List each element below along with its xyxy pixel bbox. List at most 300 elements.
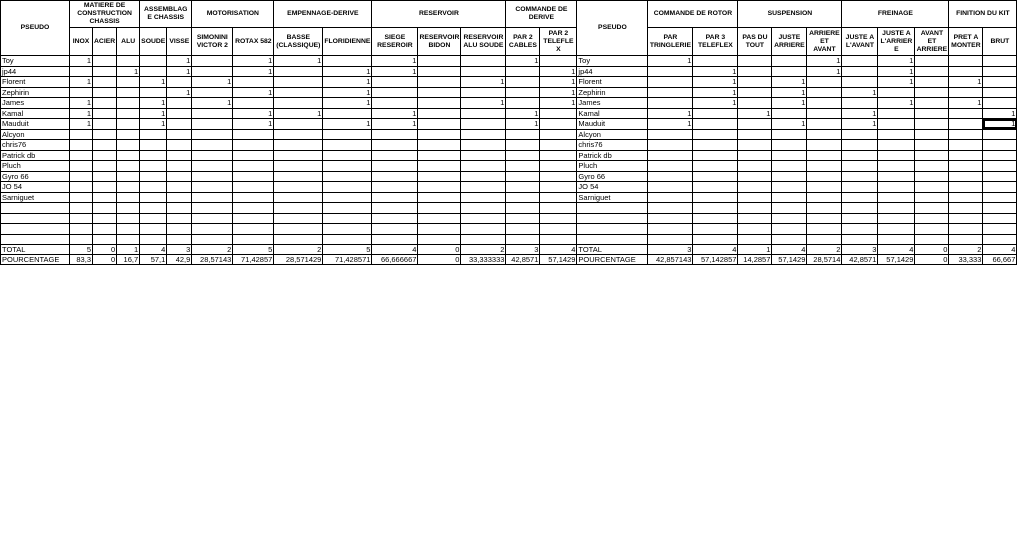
data-cell[interactable] xyxy=(323,192,372,203)
data-cell[interactable]: 1 xyxy=(167,56,192,67)
total-cell[interactable]: 1 xyxy=(117,245,140,255)
data-cell[interactable] xyxy=(949,108,983,119)
empty-cell[interactable] xyxy=(983,213,1017,224)
pseudo-cell[interactable]: Zephirin xyxy=(577,87,648,98)
data-cell[interactable] xyxy=(983,171,1017,182)
data-cell[interactable] xyxy=(372,150,418,161)
data-cell[interactable] xyxy=(274,66,323,77)
data-cell[interactable]: 1 xyxy=(878,98,915,109)
total-cell[interactable]: 2 xyxy=(807,245,842,255)
data-cell[interactable] xyxy=(540,129,577,140)
empty-cell[interactable] xyxy=(540,213,577,224)
data-cell[interactable] xyxy=(648,66,693,77)
pseudo-cell[interactable]: Gyro 66 xyxy=(577,171,648,182)
data-cell[interactable] xyxy=(372,129,418,140)
data-cell[interactable]: 1 xyxy=(648,56,693,67)
column-header[interactable]: RESERVOIR BIDON xyxy=(418,28,461,56)
empty-cell[interactable] xyxy=(1,234,70,245)
pseudo-cell[interactable]: Toy xyxy=(1,56,70,67)
empty-cell[interactable] xyxy=(577,224,648,235)
empty-cell[interactable] xyxy=(772,213,807,224)
data-cell[interactable]: 1 xyxy=(372,56,418,67)
data-cell[interactable] xyxy=(842,192,878,203)
data-cell[interactable] xyxy=(461,66,506,77)
data-cell[interactable] xyxy=(738,77,772,88)
pseudo-cell[interactable]: Alcyon xyxy=(577,129,648,140)
empty-cell[interactable] xyxy=(461,234,506,245)
data-cell[interactable] xyxy=(693,171,738,182)
data-cell[interactable] xyxy=(772,56,807,67)
column-header[interactable]: RESERVOIR ALU SOUDE xyxy=(461,28,506,56)
data-cell[interactable] xyxy=(693,140,738,151)
empty-cell[interactable] xyxy=(842,224,878,235)
data-cell[interactable] xyxy=(693,192,738,203)
empty-cell[interactable] xyxy=(693,234,738,245)
data-cell[interactable]: 1 xyxy=(372,66,418,77)
empty-cell[interactable] xyxy=(70,203,93,214)
data-cell[interactable] xyxy=(117,98,140,109)
data-cell[interactable]: 1 xyxy=(506,56,540,67)
data-cell[interactable]: 1 xyxy=(506,108,540,119)
data-cell[interactable] xyxy=(983,161,1017,172)
data-cell[interactable] xyxy=(738,129,772,140)
data-cell[interactable] xyxy=(461,119,506,130)
data-cell[interactable]: 1 xyxy=(274,108,323,119)
empty-cell[interactable] xyxy=(117,234,140,245)
total-cell[interactable]: 3 xyxy=(842,245,878,255)
data-cell[interactable] xyxy=(772,192,807,203)
empty-cell[interactable] xyxy=(192,234,233,245)
data-cell[interactable]: 1 xyxy=(693,87,738,98)
empty-cell[interactable] xyxy=(983,224,1017,235)
data-cell[interactable] xyxy=(842,150,878,161)
empty-cell[interactable] xyxy=(372,234,418,245)
data-cell[interactable] xyxy=(93,119,117,130)
pseudo-cell[interactable]: Pluch xyxy=(1,161,70,172)
pseudo-cell[interactable]: JO 54 xyxy=(1,182,70,193)
data-cell[interactable] xyxy=(167,161,192,172)
data-cell[interactable] xyxy=(167,129,192,140)
data-cell[interactable] xyxy=(140,87,167,98)
data-cell[interactable] xyxy=(842,182,878,193)
data-cell[interactable] xyxy=(949,150,983,161)
empty-cell[interactable] xyxy=(1,203,70,214)
empty-cell[interactable] xyxy=(117,213,140,224)
empty-cell[interactable] xyxy=(70,213,93,224)
data-cell[interactable] xyxy=(540,182,577,193)
group-freinage[interactable]: FREINAGE xyxy=(842,1,949,28)
percentage-cell[interactable]: 28,57143 xyxy=(192,255,233,265)
data-cell[interactable] xyxy=(233,140,274,151)
column-header[interactable]: JUSTE A L'ARRIER E xyxy=(878,28,915,56)
data-cell[interactable] xyxy=(693,182,738,193)
column-header[interactable]: FLORIDIENNE xyxy=(323,28,372,56)
data-cell[interactable] xyxy=(693,150,738,161)
data-cell[interactable] xyxy=(915,140,949,151)
total-cell[interactable]: 3 xyxy=(648,245,693,255)
data-cell[interactable] xyxy=(983,77,1017,88)
empty-cell[interactable] xyxy=(506,224,540,235)
data-cell[interactable] xyxy=(842,129,878,140)
data-cell[interactable] xyxy=(842,66,878,77)
data-cell[interactable] xyxy=(140,66,167,77)
data-cell[interactable] xyxy=(70,87,93,98)
data-cell[interactable] xyxy=(807,150,842,161)
pseudo-cell[interactable]: Zephirin xyxy=(1,87,70,98)
percentage-cell[interactable]: 0 xyxy=(915,255,949,265)
data-cell[interactable] xyxy=(140,150,167,161)
data-cell[interactable] xyxy=(772,108,807,119)
empty-cell[interactable] xyxy=(540,224,577,235)
empty-cell[interactable] xyxy=(167,234,192,245)
empty-cell[interactable] xyxy=(274,203,323,214)
data-cell[interactable] xyxy=(233,150,274,161)
empty-cell[interactable] xyxy=(506,213,540,224)
data-cell[interactable] xyxy=(233,192,274,203)
percentage-cell[interactable]: 33,333333 xyxy=(461,255,506,265)
empty-cell[interactable] xyxy=(983,234,1017,245)
column-header[interactable]: ROTAX 582 xyxy=(233,28,274,56)
data-cell[interactable] xyxy=(372,161,418,172)
empty-cell[interactable] xyxy=(772,224,807,235)
data-cell[interactable] xyxy=(738,171,772,182)
data-cell[interactable] xyxy=(140,140,167,151)
data-cell[interactable]: 1 xyxy=(461,77,506,88)
data-cell[interactable] xyxy=(274,192,323,203)
data-cell[interactable] xyxy=(274,77,323,88)
data-cell[interactable] xyxy=(983,56,1017,67)
percentage-cell[interactable]: 57,1429 xyxy=(878,255,915,265)
percentage-label[interactable]: POURCENTAGE xyxy=(1,255,70,265)
data-cell[interactable] xyxy=(323,56,372,67)
data-cell[interactable] xyxy=(915,150,949,161)
empty-cell[interactable] xyxy=(807,203,842,214)
data-cell[interactable] xyxy=(418,150,461,161)
data-cell[interactable]: 1 xyxy=(506,119,540,130)
total-cell[interactable]: 4 xyxy=(693,245,738,255)
data-cell[interactable] xyxy=(506,140,540,151)
data-cell[interactable] xyxy=(949,192,983,203)
data-cell[interactable]: 1 xyxy=(693,98,738,109)
percentage-cell[interactable]: 71,42857 xyxy=(233,255,274,265)
empty-cell[interactable] xyxy=(140,203,167,214)
data-cell[interactable]: 1 xyxy=(738,108,772,119)
pseudo-cell[interactable]: James xyxy=(1,98,70,109)
data-cell[interactable] xyxy=(117,192,140,203)
data-cell[interactable] xyxy=(540,171,577,182)
group-reservoir[interactable]: RESERVOIR xyxy=(372,1,506,28)
empty-cell[interactable] xyxy=(807,224,842,235)
data-cell[interactable] xyxy=(93,98,117,109)
data-cell[interactable] xyxy=(192,66,233,77)
data-cell[interactable] xyxy=(949,66,983,77)
empty-cell[interactable] xyxy=(693,213,738,224)
empty-cell[interactable] xyxy=(93,224,117,235)
empty-cell[interactable] xyxy=(93,213,117,224)
empty-cell[interactable] xyxy=(577,203,648,214)
column-header[interactable]: JUSTE A L'AVANT xyxy=(842,28,878,56)
data-cell[interactable] xyxy=(807,171,842,182)
group-finition[interactable]: FINITION DU KIT xyxy=(949,1,1017,28)
data-cell[interactable] xyxy=(167,119,192,130)
data-cell[interactable] xyxy=(506,171,540,182)
pseudo-header[interactable]: PSEUDO xyxy=(1,1,70,56)
data-cell[interactable] xyxy=(842,161,878,172)
empty-cell[interactable] xyxy=(461,213,506,224)
data-cell[interactable] xyxy=(915,171,949,182)
data-cell[interactable] xyxy=(93,171,117,182)
column-header[interactable]: PAR 3 TELEFLEX xyxy=(693,28,738,56)
data-cell[interactable]: 1 xyxy=(949,98,983,109)
data-cell[interactable] xyxy=(167,77,192,88)
data-cell[interactable] xyxy=(418,129,461,140)
data-cell[interactable] xyxy=(772,129,807,140)
pseudo-cell[interactable]: Gyro 66 xyxy=(1,171,70,182)
empty-cell[interactable] xyxy=(878,213,915,224)
total-cell[interactable]: 0 xyxy=(915,245,949,255)
data-cell[interactable] xyxy=(93,129,117,140)
data-cell[interactable] xyxy=(506,161,540,172)
data-cell[interactable] xyxy=(648,129,693,140)
total-cell[interactable]: 2 xyxy=(949,245,983,255)
data-cell[interactable] xyxy=(323,129,372,140)
data-cell[interactable] xyxy=(772,171,807,182)
data-cell[interactable] xyxy=(693,108,738,119)
empty-cell[interactable] xyxy=(274,224,323,235)
data-cell[interactable] xyxy=(372,171,418,182)
data-cell[interactable] xyxy=(949,119,983,130)
data-cell[interactable]: 1 xyxy=(540,87,577,98)
column-header[interactable]: SIEGE RESEROIR xyxy=(372,28,418,56)
data-cell[interactable] xyxy=(192,119,233,130)
column-header[interactable]: BASSE (CLASSIQUE) xyxy=(274,28,323,56)
data-cell[interactable] xyxy=(93,77,117,88)
data-cell[interactable] xyxy=(949,171,983,182)
data-cell[interactable]: 1 xyxy=(323,98,372,109)
empty-cell[interactable] xyxy=(878,234,915,245)
data-cell[interactable]: 1 xyxy=(983,119,1017,130)
group-matiere[interactable]: MATIERE DE CONSTRUCTION CHASSIS xyxy=(70,1,140,28)
empty-cell[interactable] xyxy=(418,213,461,224)
data-cell[interactable] xyxy=(807,129,842,140)
data-cell[interactable] xyxy=(915,98,949,109)
data-cell[interactable] xyxy=(506,182,540,193)
total-cell[interactable]: 2 xyxy=(192,245,233,255)
percentage-cell[interactable]: 28,5714 xyxy=(807,255,842,265)
data-cell[interactable]: 1 xyxy=(70,98,93,109)
empty-cell[interactable] xyxy=(842,234,878,245)
data-cell[interactable] xyxy=(323,171,372,182)
data-cell[interactable] xyxy=(274,171,323,182)
column-header[interactable]: PAS DU TOUT xyxy=(738,28,772,56)
data-cell[interactable]: 1 xyxy=(949,77,983,88)
group-assemblage[interactable]: ASSEMBLAG E CHASSIS xyxy=(140,1,192,28)
data-cell[interactable] xyxy=(949,140,983,151)
data-cell[interactable] xyxy=(323,140,372,151)
data-cell[interactable] xyxy=(233,171,274,182)
data-cell[interactable] xyxy=(949,87,983,98)
data-cell[interactable] xyxy=(983,182,1017,193)
percentage-cell[interactable]: 28,571429 xyxy=(274,255,323,265)
data-cell[interactable] xyxy=(648,192,693,203)
data-cell[interactable] xyxy=(418,98,461,109)
data-cell[interactable]: 1 xyxy=(807,56,842,67)
data-cell[interactable] xyxy=(915,119,949,130)
empty-cell[interactable] xyxy=(648,234,693,245)
data-cell[interactable]: 1 xyxy=(807,66,842,77)
data-cell[interactable] xyxy=(878,192,915,203)
data-cell[interactable] xyxy=(842,77,878,88)
data-cell[interactable] xyxy=(915,182,949,193)
empty-cell[interactable] xyxy=(540,234,577,245)
empty-cell[interactable] xyxy=(915,203,949,214)
column-header[interactable]: INOX xyxy=(70,28,93,56)
data-cell[interactable]: 1 xyxy=(842,119,878,130)
group-commande-derive[interactable]: COMMANDE DE DERIVE xyxy=(506,1,577,28)
data-cell[interactable] xyxy=(878,119,915,130)
total-cell[interactable]: 2 xyxy=(274,245,323,255)
percentage-cell[interactable]: 66,666667 xyxy=(372,255,418,265)
data-cell[interactable] xyxy=(140,161,167,172)
data-cell[interactable] xyxy=(274,182,323,193)
data-cell[interactable]: 1 xyxy=(323,87,372,98)
pseudo-cell[interactable]: Toy xyxy=(577,56,648,67)
percentage-cell[interactable]: 0 xyxy=(418,255,461,265)
data-cell[interactable] xyxy=(233,161,274,172)
data-cell[interactable]: 1 xyxy=(772,77,807,88)
data-cell[interactable]: 1 xyxy=(140,119,167,130)
data-cell[interactable] xyxy=(506,87,540,98)
data-cell[interactable] xyxy=(372,182,418,193)
data-cell[interactable] xyxy=(372,140,418,151)
percentage-cell[interactable]: 57,1 xyxy=(140,255,167,265)
data-cell[interactable] xyxy=(70,182,93,193)
data-cell[interactable]: 1 xyxy=(70,119,93,130)
percentage-cell[interactable]: 0 xyxy=(93,255,117,265)
data-cell[interactable] xyxy=(323,182,372,193)
data-cell[interactable] xyxy=(693,129,738,140)
data-cell[interactable]: 1 xyxy=(842,108,878,119)
pseudo-cell[interactable]: Pluch xyxy=(577,161,648,172)
data-cell[interactable] xyxy=(192,87,233,98)
data-cell[interactable] xyxy=(418,182,461,193)
data-cell[interactable]: 1 xyxy=(540,77,577,88)
data-cell[interactable] xyxy=(70,140,93,151)
data-cell[interactable]: 1 xyxy=(233,56,274,67)
total-cell[interactable]: 4 xyxy=(540,245,577,255)
empty-cell[interactable] xyxy=(192,203,233,214)
data-cell[interactable] xyxy=(648,87,693,98)
empty-cell[interactable] xyxy=(323,234,372,245)
data-cell[interactable]: 1 xyxy=(323,77,372,88)
empty-cell[interactable] xyxy=(167,203,192,214)
data-cell[interactable]: 1 xyxy=(70,56,93,67)
empty-cell[interactable] xyxy=(772,234,807,245)
data-cell[interactable]: 1 xyxy=(878,56,915,67)
pseudo-cell[interactable]: Patrick db xyxy=(577,150,648,161)
data-cell[interactable]: 1 xyxy=(648,108,693,119)
data-cell[interactable]: 1 xyxy=(233,119,274,130)
empty-cell[interactable] xyxy=(418,234,461,245)
data-cell[interactable] xyxy=(70,192,93,203)
empty-cell[interactable] xyxy=(70,234,93,245)
pseudo-cell[interactable]: Sarniguet xyxy=(577,192,648,203)
data-cell[interactable] xyxy=(167,150,192,161)
pseudo-cell[interactable]: JO 54 xyxy=(577,182,648,193)
data-cell[interactable] xyxy=(117,161,140,172)
data-cell[interactable] xyxy=(93,161,117,172)
data-cell[interactable] xyxy=(506,98,540,109)
empty-cell[interactable] xyxy=(93,203,117,214)
empty-cell[interactable] xyxy=(983,203,1017,214)
data-cell[interactable]: 1 xyxy=(140,98,167,109)
data-cell[interactable] xyxy=(878,161,915,172)
data-cell[interactable] xyxy=(117,150,140,161)
data-cell[interactable] xyxy=(842,140,878,151)
data-cell[interactable] xyxy=(192,171,233,182)
data-cell[interactable] xyxy=(274,87,323,98)
data-cell[interactable] xyxy=(540,161,577,172)
data-cell[interactable] xyxy=(117,56,140,67)
empty-cell[interactable] xyxy=(506,203,540,214)
total-cell[interactable]: 4 xyxy=(983,245,1017,255)
data-cell[interactable] xyxy=(93,108,117,119)
data-cell[interactable] xyxy=(878,87,915,98)
data-cell[interactable] xyxy=(540,150,577,161)
data-cell[interactable] xyxy=(807,98,842,109)
data-cell[interactable] xyxy=(983,98,1017,109)
data-cell[interactable] xyxy=(915,77,949,88)
empty-cell[interactable] xyxy=(192,224,233,235)
data-cell[interactable] xyxy=(192,129,233,140)
data-cell[interactable] xyxy=(915,161,949,172)
data-cell[interactable] xyxy=(738,98,772,109)
data-cell[interactable] xyxy=(540,56,577,67)
group-motorisation[interactable]: MOTORISATION xyxy=(192,1,274,28)
data-cell[interactable] xyxy=(418,161,461,172)
percentage-cell[interactable]: 83,3 xyxy=(70,255,93,265)
data-cell[interactable] xyxy=(693,119,738,130)
data-cell[interactable] xyxy=(192,182,233,193)
data-cell[interactable] xyxy=(807,87,842,98)
pseudo-cell[interactable]: jp44 xyxy=(577,66,648,77)
data-cell[interactable] xyxy=(372,87,418,98)
empty-cell[interactable] xyxy=(949,203,983,214)
data-cell[interactable] xyxy=(878,182,915,193)
empty-cell[interactable] xyxy=(506,234,540,245)
empty-cell[interactable] xyxy=(807,234,842,245)
empty-cell[interactable] xyxy=(949,224,983,235)
data-cell[interactable] xyxy=(878,140,915,151)
data-cell[interactable] xyxy=(274,119,323,130)
empty-cell[interactable] xyxy=(233,234,274,245)
data-cell[interactable] xyxy=(167,98,192,109)
pseudo-cell[interactable]: chris76 xyxy=(1,140,70,151)
empty-cell[interactable] xyxy=(693,224,738,235)
data-cell[interactable] xyxy=(418,66,461,77)
data-cell[interactable] xyxy=(140,192,167,203)
total-label[interactable]: TOTAL xyxy=(1,245,70,255)
empty-cell[interactable] xyxy=(233,203,274,214)
data-cell[interactable] xyxy=(738,192,772,203)
total-cell[interactable]: 5 xyxy=(233,245,274,255)
data-cell[interactable] xyxy=(93,150,117,161)
column-header[interactable]: PAR TRINGLERIE xyxy=(648,28,693,56)
data-cell[interactable]: 1 xyxy=(461,98,506,109)
data-cell[interactable] xyxy=(772,161,807,172)
empty-cell[interactable] xyxy=(274,234,323,245)
data-cell[interactable] xyxy=(70,150,93,161)
